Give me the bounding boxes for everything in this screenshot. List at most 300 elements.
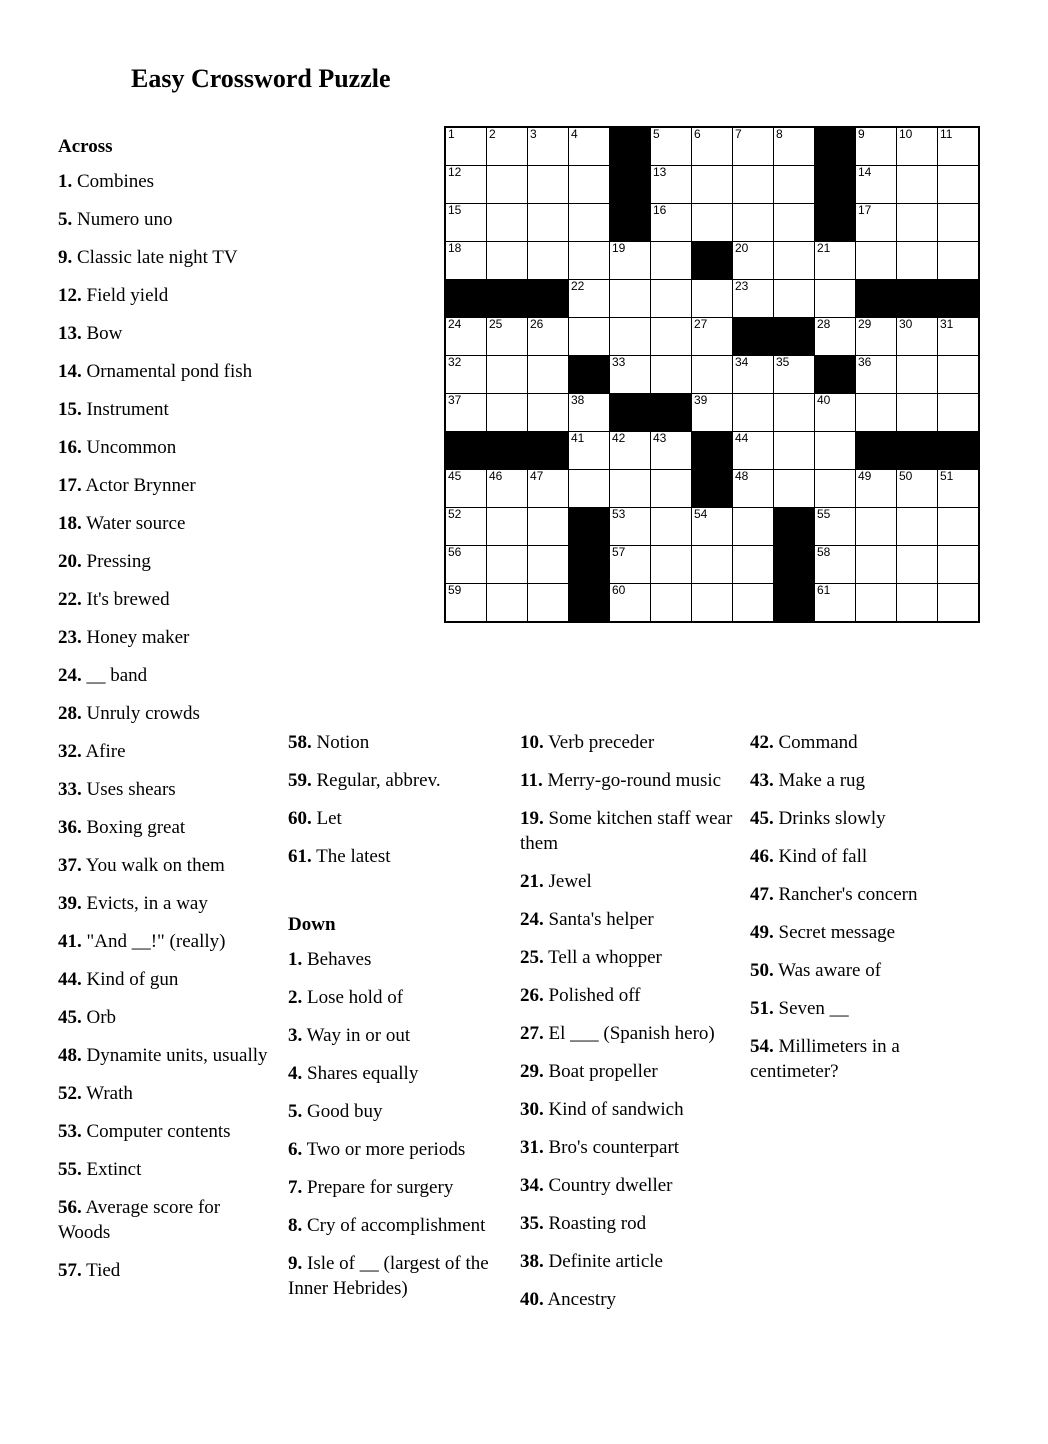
grid-cell[interactable] — [733, 280, 774, 318]
across-clue-number: 48. — [58, 1045, 82, 1066]
grid-cell[interactable] — [445, 584, 487, 623]
across-clue-number: 44. — [58, 969, 82, 990]
grid-cell-number: 52 — [448, 507, 462, 521]
down-clue-number: 31. — [520, 1137, 544, 1158]
grid-cell[interactable] — [651, 546, 692, 584]
down-clue-number: 9. — [288, 1253, 303, 1274]
grid-cell-number: 49 — [858, 469, 872, 483]
across-clue-text: Computer contents — [81, 1121, 231, 1142]
grid-cell[interactable] — [528, 204, 569, 242]
down-clue-text: Isle of __ (largest of the Inner Hebrides) — [288, 1253, 489, 1299]
down-clue-number: 45. — [750, 808, 774, 829]
down-clue — [520, 907, 735, 932]
grid-cell[interactable] — [733, 127, 774, 166]
across-clue-list-2 — [288, 730, 493, 869]
down-clue-text: Way in or out — [302, 1025, 411, 1046]
grid-cell[interactable] — [528, 318, 569, 356]
grid-cell[interactable] — [856, 394, 897, 432]
grid-cell[interactable] — [528, 508, 569, 546]
grid-cell[interactable] — [445, 242, 487, 280]
down-clue — [520, 1211, 735, 1236]
grid-cell[interactable] — [733, 508, 774, 546]
grid-cell[interactable] — [815, 546, 856, 584]
down-clue-number: 42. — [750, 732, 774, 753]
down-clue — [520, 869, 735, 894]
down-clue-number: 10. — [520, 732, 544, 753]
down-clue-number: 8. — [288, 1215, 303, 1236]
across-clue-number: 57. — [58, 1260, 82, 1281]
grid-cell-block — [897, 432, 938, 470]
grid-cell[interactable] — [692, 280, 733, 318]
grid-cell[interactable] — [692, 204, 733, 242]
down-clue-number: 27. — [520, 1023, 544, 1044]
grid-cell[interactable] — [651, 280, 692, 318]
down-clue-text: Kind of fall — [773, 846, 868, 867]
grid-cell[interactable] — [610, 584, 651, 623]
grid-cell[interactable] — [938, 318, 980, 356]
grid-cell[interactable] — [897, 204, 938, 242]
grid-cell[interactable] — [692, 508, 733, 546]
grid-cell[interactable] — [487, 394, 528, 432]
grid-cell[interactable] — [733, 584, 774, 623]
grid-cell[interactable] — [569, 470, 610, 508]
grid-cell[interactable] — [651, 127, 692, 166]
grid-cell[interactable] — [815, 508, 856, 546]
grid-cell[interactable] — [774, 394, 815, 432]
grid-cell[interactable] — [774, 166, 815, 204]
grid-cell[interactable] — [938, 127, 980, 166]
down-clue-text: Millimeters in a centimeter? — [750, 1036, 900, 1082]
grid-cell[interactable] — [445, 356, 487, 394]
across-clue — [58, 1119, 276, 1144]
grid-cell[interactable] — [938, 470, 980, 508]
across-clue-number: 14. — [58, 361, 82, 382]
grid-cell-block — [445, 432, 487, 470]
grid-cell[interactable] — [733, 356, 774, 394]
across-clue-text: Instrument — [81, 399, 169, 420]
down-clue-text: Country dweller — [543, 1175, 673, 1196]
grid-cell[interactable] — [692, 546, 733, 584]
grid-cell[interactable] — [651, 166, 692, 204]
grid-cell-block — [938, 432, 980, 470]
down-clue-text: Verb preceder — [543, 732, 655, 753]
down-clue — [288, 1137, 493, 1162]
grid-cell[interactable] — [733, 242, 774, 280]
grid-cell[interactable] — [897, 546, 938, 584]
grid-cell[interactable] — [774, 280, 815, 318]
grid-cell-number: 55 — [817, 507, 831, 521]
grid-cell-number: 60 — [612, 583, 626, 597]
grid-cell[interactable] — [897, 166, 938, 204]
grid-cell-number: 45 — [448, 469, 462, 483]
grid-cell-block — [569, 356, 610, 394]
down-clue-number: 35. — [520, 1213, 544, 1234]
across-clue — [288, 844, 493, 869]
grid-cell[interactable] — [938, 242, 980, 280]
down-clue-text: Polished off — [543, 985, 641, 1006]
across-clue-text: Ornamental pond fish — [81, 361, 253, 382]
grid-cell[interactable] — [528, 127, 569, 166]
grid-cell[interactable] — [897, 508, 938, 546]
across-clue-number: 17. — [58, 475, 82, 496]
grid-cell-number: 2 — [489, 127, 496, 141]
across-clue — [58, 397, 276, 422]
grid-cell[interactable] — [856, 242, 897, 280]
grid-cell[interactable] — [733, 546, 774, 584]
grid-cell[interactable] — [651, 508, 692, 546]
down-clue-number: 46. — [750, 846, 774, 867]
grid-cell-number: 61 — [817, 583, 831, 597]
grid-cell[interactable] — [856, 127, 897, 166]
down-clue-number: 51. — [750, 998, 774, 1019]
grid-cell-number: 7 — [735, 127, 742, 141]
grid-cell[interactable] — [610, 356, 651, 394]
down-clue — [520, 768, 735, 793]
down-clue — [750, 844, 965, 869]
across-clue-text: Pressing — [81, 551, 151, 572]
down-clue-text: Jewel — [543, 871, 592, 892]
grid-cell-number: 42 — [612, 431, 626, 445]
grid-cell[interactable] — [445, 546, 487, 584]
down-clue-number: 38. — [520, 1251, 544, 1272]
grid-cell[interactable] — [774, 127, 815, 166]
across-clue-number: 5. — [58, 209, 73, 230]
grid-row — [445, 394, 979, 432]
down-clue-text: Santa's helper — [543, 909, 654, 930]
down-clue-text: Rancher's concern — [773, 884, 918, 905]
down-clue — [288, 1251, 493, 1301]
grid-cell[interactable] — [774, 470, 815, 508]
grid-cell[interactable] — [938, 356, 980, 394]
grid-cell[interactable] — [610, 470, 651, 508]
across-clue-number: 58. — [288, 732, 312, 753]
down-clue-number: 47. — [750, 884, 774, 905]
grid-row — [445, 127, 979, 166]
down-clue-text: Command — [773, 732, 858, 753]
across-clue-text: Boxing great — [81, 817, 186, 838]
down-heading: Down — [288, 914, 336, 935]
grid-cell[interactable] — [733, 470, 774, 508]
grid-cell[interactable] — [856, 204, 897, 242]
grid-cell[interactable] — [445, 508, 487, 546]
grid-cell[interactable] — [445, 394, 487, 432]
grid-cell[interactable] — [651, 432, 692, 470]
grid-cell[interactable] — [897, 127, 938, 166]
grid-cell[interactable] — [569, 127, 610, 166]
grid-cell[interactable] — [528, 166, 569, 204]
down-clue-text: Cry of accomplishment — [302, 1215, 486, 1236]
grid-cell[interactable] — [487, 546, 528, 584]
across-clue-number: 24. — [58, 665, 82, 686]
across-clue-number: 12. — [58, 285, 82, 306]
grid-cell[interactable] — [487, 242, 528, 280]
grid-cell[interactable] — [610, 280, 651, 318]
grid-cell-number: 5 — [653, 127, 660, 141]
across-clue-text: Orb — [81, 1007, 117, 1028]
across-clue-number: 13. — [58, 323, 82, 344]
grid-cell[interactable] — [938, 166, 980, 204]
across-clue — [58, 625, 276, 650]
grid-cell[interactable] — [774, 204, 815, 242]
grid-cell[interactable] — [528, 242, 569, 280]
grid-cell-number: 59 — [448, 583, 462, 597]
down-clue-number: 6. — [288, 1139, 303, 1160]
grid-cell[interactable] — [856, 318, 897, 356]
across-clue-number: 1. — [58, 171, 73, 192]
grid-cell-block — [487, 432, 528, 470]
grid-cell[interactable] — [938, 394, 980, 432]
grid-cell[interactable] — [610, 546, 651, 584]
grid-cell-number: 19 — [612, 241, 626, 255]
grid-cell-number: 16 — [653, 203, 667, 217]
grid-cell[interactable] — [733, 204, 774, 242]
down-clue-number: 54. — [750, 1036, 774, 1057]
grid-cell[interactable] — [733, 432, 774, 470]
down-clue — [750, 768, 965, 793]
grid-cell-number: 29 — [858, 317, 872, 331]
down-clue — [520, 1249, 735, 1274]
grid-cell[interactable] — [651, 470, 692, 508]
grid-cell-number: 58 — [817, 545, 831, 559]
grid-cell-block — [856, 432, 897, 470]
grid-cell[interactable] — [692, 166, 733, 204]
across-clue — [58, 1005, 276, 1030]
grid-cell-number: 20 — [735, 241, 749, 255]
grid-cell-block — [692, 242, 733, 280]
grid-cell[interactable] — [815, 470, 856, 508]
grid-cell-number: 25 — [489, 317, 503, 331]
grid-cell[interactable] — [528, 584, 569, 623]
grid-cell[interactable] — [897, 356, 938, 394]
across-clue — [58, 1195, 276, 1245]
across-clue — [58, 169, 276, 194]
grid-cell-block — [487, 280, 528, 318]
across-clue — [58, 891, 276, 916]
across-clue — [58, 967, 276, 992]
grid-cell[interactable] — [692, 394, 733, 432]
grid-cell-block — [692, 470, 733, 508]
grid-cell[interactable] — [528, 470, 569, 508]
grid-cell[interactable] — [651, 584, 692, 623]
grid-cell-number: 43 — [653, 431, 667, 445]
grid-cell[interactable] — [528, 546, 569, 584]
down-clue — [520, 983, 735, 1008]
grid-cell[interactable] — [856, 584, 897, 623]
down-clue — [288, 1213, 493, 1238]
across-clue-text: Actor Brynner — [81, 475, 196, 496]
grid-cell-number: 34 — [735, 355, 749, 369]
down-clue — [288, 1023, 493, 1048]
down-clue-text: Was aware of — [773, 960, 882, 981]
grid-cell[interactable] — [692, 318, 733, 356]
across-clue-number: 28. — [58, 703, 82, 724]
down-clue-text: Two or more periods — [302, 1139, 466, 1160]
grid-cell-number: 33 — [612, 355, 626, 369]
grid-cell[interactable] — [445, 166, 487, 204]
grid-cell[interactable] — [897, 584, 938, 623]
grid-cell-number: 1 — [448, 127, 455, 141]
grid-cell-number: 12 — [448, 165, 462, 179]
across-clue-number: 16. — [58, 437, 82, 458]
grid-cell[interactable] — [445, 127, 487, 166]
down-clue-text: Kind of sandwich — [543, 1099, 684, 1120]
across-clue-text: Evicts, in a way — [81, 893, 208, 914]
grid-row — [445, 546, 979, 584]
down-clue-number: 19. — [520, 808, 544, 829]
grid-cell[interactable] — [856, 166, 897, 204]
down-clue-text: Make a rug — [773, 770, 866, 791]
across-clue — [58, 1258, 276, 1283]
across-clue-text: Average score for Woods — [58, 1197, 221, 1243]
grid-cell[interactable] — [651, 356, 692, 394]
grid-cell-number: 21 — [817, 241, 831, 255]
across-clue — [58, 587, 276, 612]
grid-cell[interactable] — [692, 356, 733, 394]
grid-cell[interactable] — [569, 394, 610, 432]
grid-cell[interactable] — [938, 508, 980, 546]
across-clue-text: Classic late night TV — [72, 247, 238, 268]
crossword-grid[interactable] — [444, 126, 980, 623]
grid-cell[interactable] — [897, 318, 938, 356]
grid-row — [445, 318, 979, 356]
grid-cell-number: 14 — [858, 165, 872, 179]
grid-cell[interactable] — [610, 432, 651, 470]
grid-cell-number: 9 — [858, 127, 865, 141]
grid-cell[interactable] — [445, 318, 487, 356]
down-clue-number: 3. — [288, 1025, 303, 1046]
grid-cell[interactable] — [856, 546, 897, 584]
grid-cell[interactable] — [733, 394, 774, 432]
grid-cell[interactable] — [856, 470, 897, 508]
grid-cell[interactable] — [815, 318, 856, 356]
crossword-grid-table[interactable] — [444, 126, 980, 623]
down-clue-number: 30. — [520, 1099, 544, 1120]
grid-cell[interactable] — [487, 166, 528, 204]
grid-cell[interactable] — [487, 356, 528, 394]
across-clue — [58, 359, 276, 384]
down-clue — [520, 1021, 735, 1046]
grid-cell[interactable] — [774, 432, 815, 470]
grid-cell[interactable] — [897, 470, 938, 508]
grid-cell-block — [610, 127, 651, 166]
grid-cell[interactable] — [487, 584, 528, 623]
down-clue-text: Good buy — [302, 1101, 383, 1122]
across-clue-text: Extinct — [81, 1159, 142, 1180]
down-clue-list-2 — [520, 730, 735, 1312]
grid-cell[interactable] — [692, 584, 733, 623]
grid-cell[interactable] — [487, 204, 528, 242]
grid-cell[interactable] — [938, 546, 980, 584]
grid-cell[interactable] — [938, 204, 980, 242]
grid-cell[interactable] — [774, 356, 815, 394]
grid-cell[interactable] — [445, 204, 487, 242]
grid-cell-block — [774, 318, 815, 356]
grid-cell-number: 24 — [448, 317, 462, 331]
grid-cell[interactable] — [815, 280, 856, 318]
grid-cell[interactable] — [938, 584, 980, 623]
down-clue — [520, 945, 735, 970]
grid-cell[interactable] — [445, 470, 487, 508]
grid-cell[interactable] — [569, 242, 610, 280]
grid-cell-number: 48 — [735, 469, 749, 483]
grid-cell[interactable] — [733, 166, 774, 204]
across-clue-number: 41. — [58, 931, 82, 952]
across-clue-number: 55. — [58, 1159, 82, 1180]
grid-cell[interactable] — [856, 508, 897, 546]
grid-row — [445, 432, 979, 470]
grid-cell-number: 11 — [940, 127, 953, 141]
grid-cell-number: 23 — [735, 279, 749, 293]
down-clue-number: 26. — [520, 985, 544, 1006]
down-clue-number: 2. — [288, 987, 303, 1008]
grid-cell[interactable] — [487, 127, 528, 166]
down-clue — [520, 730, 735, 755]
grid-cell[interactable] — [610, 242, 651, 280]
across-clue-number: 61. — [288, 846, 312, 867]
grid-cell[interactable] — [610, 508, 651, 546]
across-clue-text: Afire — [81, 741, 126, 762]
grid-cell[interactable] — [815, 242, 856, 280]
grid-cell[interactable] — [569, 318, 610, 356]
grid-cell-block — [528, 432, 569, 470]
grid-cell[interactable] — [815, 394, 856, 432]
grid-cell[interactable] — [569, 204, 610, 242]
grid-cell[interactable] — [569, 432, 610, 470]
grid-cell[interactable] — [815, 432, 856, 470]
across-heading: Across — [58, 136, 113, 157]
grid-cell[interactable] — [569, 166, 610, 204]
grid-cell-number: 27 — [694, 317, 708, 331]
grid-row — [445, 584, 979, 623]
across-clue-text: "And __!" (really) — [81, 931, 226, 952]
down-clue-text: El ___ (Spanish hero) — [543, 1023, 715, 1044]
grid-cell[interactable] — [897, 242, 938, 280]
grid-cell-number: 39 — [694, 393, 708, 407]
down-clue-text: Roasting rod — [543, 1213, 647, 1234]
grid-cell[interactable] — [610, 318, 651, 356]
grid-cell[interactable] — [651, 204, 692, 242]
across-clue-text: You walk on them — [81, 855, 225, 876]
grid-cell[interactable] — [815, 584, 856, 623]
grid-cell[interactable] — [651, 242, 692, 280]
grid-cell-number: 4 — [571, 127, 578, 141]
grid-cell-block — [445, 280, 487, 318]
clue-column-2 — [288, 730, 493, 1314]
grid-cell[interactable] — [528, 356, 569, 394]
down-clue — [520, 1287, 735, 1312]
grid-cell-block — [692, 432, 733, 470]
grid-cell-number: 57 — [612, 545, 626, 559]
grid-cell[interactable] — [569, 280, 610, 318]
grid-cell-block — [569, 546, 610, 584]
grid-cell[interactable] — [487, 508, 528, 546]
across-clue-list-1 — [58, 169, 276, 1283]
across-clue-column-1 — [58, 134, 276, 1296]
grid-cell[interactable] — [897, 394, 938, 432]
across-clue-text: Kind of gun — [81, 969, 179, 990]
grid-cell[interactable] — [692, 127, 733, 166]
grid-cell[interactable] — [487, 470, 528, 508]
down-clue-text: Secret message — [773, 922, 896, 943]
grid-cell-number: 36 — [858, 355, 872, 369]
grid-cell[interactable] — [528, 394, 569, 432]
grid-cell[interactable] — [487, 318, 528, 356]
grid-cell[interactable] — [774, 242, 815, 280]
across-clue — [58, 739, 276, 764]
grid-cell[interactable] — [856, 356, 897, 394]
grid-cell[interactable] — [651, 318, 692, 356]
across-clue-text: Regular, abbrev. — [311, 770, 441, 791]
